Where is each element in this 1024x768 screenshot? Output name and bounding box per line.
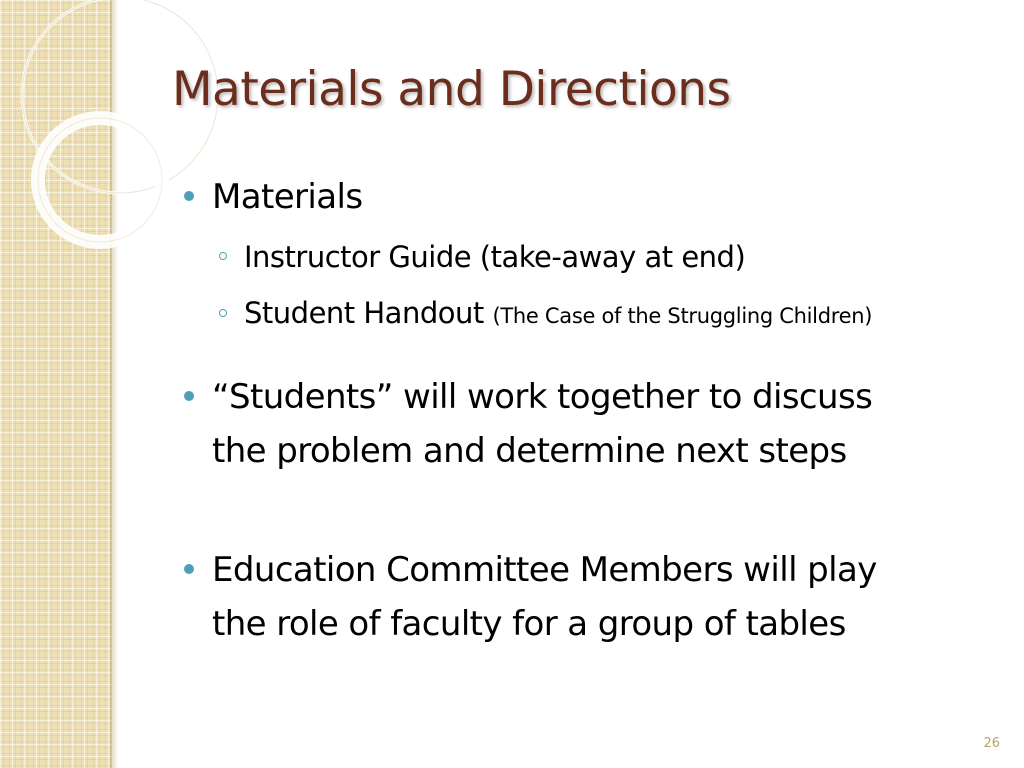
slide-title: Materials and Directions [172,62,731,117]
bullet-text-line-2: the role of faculty for a group of tables [212,604,846,644]
bullet-dot-icon [184,391,194,401]
bullet-text-line-1: “Students” will work together to discuss [212,377,873,417]
bullet-text: Materials [212,177,363,217]
sub-bullet-ring-icon [219,252,227,260]
sub-bullet-note: (The Case of the Struggling Children) [492,304,873,328]
bullet-text-line-1: Education Committee Members will play [212,550,877,590]
bullet-dot-icon [184,564,194,574]
bullet-dot-icon [184,191,194,201]
sub-bullet-text: Student Handout [244,296,484,330]
page-number: 26 [983,736,1000,751]
side-band-edge [110,0,118,768]
sub-bullet-ring-icon [219,309,227,317]
sub-bullet-text: Instructor Guide (take-away at end) [244,240,746,274]
bullet-text-line-2: the problem and determine next steps [212,431,847,471]
sub-bullet-line [244,293,872,336]
decorative-side-band [0,0,112,768]
